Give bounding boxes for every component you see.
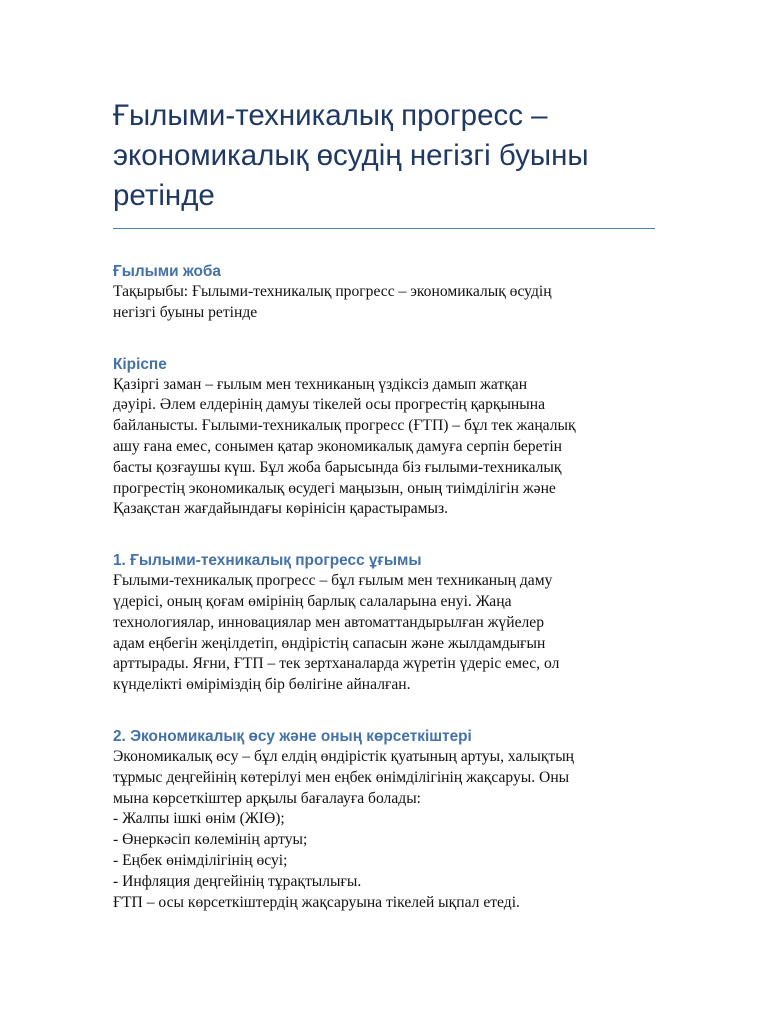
text-line: Қазіргі заман – ғылым мен техниканың үздіксіз дамып жатқан [113, 375, 528, 393]
text-line: ашу ғана емес, сонымен қатар экономикалық дамуға серпін беретін [113, 437, 563, 455]
section-heading: Кіріспе [113, 355, 167, 373]
text-line: прогрестің экономикалық өсудегі маңызын, оның тиімділігін және [113, 479, 556, 497]
list-item: - Еңбек өнімділігінің өсуі; [113, 851, 288, 869]
text-line: технологиялар, инновациялар мен автоматтандырылған жүйелер [113, 613, 544, 631]
list-item: - Өнеркәсіп көлемінің артуы; [113, 831, 308, 849]
list-item: - Жалпы ішкі өнім (ЖІӨ); [113, 810, 285, 828]
section-heading: 2. Экономикалық өсу және оның көрсеткіштері [113, 727, 472, 745]
title-line: Ғылыми-техникалық прогресс – [113, 99, 548, 132]
section-project [113, 261, 655, 324]
list-item: - Инфляция деңгейінің тұрақтылығы. [113, 872, 362, 890]
text-line: Қазақстан жағдайындағы көрінісін қарастырамыз. [113, 500, 449, 518]
text-line: ҒТП – осы көрсеткіштердің жақсаруына тікелей ықпал етеді. [113, 893, 520, 911]
text-line: мына көрсеткіштер арқылы бағалауға болады: [113, 789, 422, 807]
section-body [113, 747, 655, 913]
text-line: Тақырыбы: Ғылыми-техникалық прогресс – экономикалық өсудің [113, 283, 552, 300]
text-line: күнделікті өміріміздің бір бөлігіне айналған. [113, 676, 411, 694]
text-line: адам еңбегін жеңілдетіп, өндірістің сапасын және жылдамдығын [113, 634, 546, 652]
section-heading: Ғылыми жоба [113, 263, 221, 280]
document-title [113, 96, 655, 229]
section-body [113, 375, 655, 521]
section-economic-growth [113, 726, 655, 913]
section-heading: 1. Ғылыми-техникалық прогресс ұғымы [113, 552, 422, 570]
text-line: Экономикалық өсу – бұл елдің өндірістік қуатының артуы, халықтың [113, 747, 575, 765]
text-line: арттырады. Яғни, ҒТП – тек зертханаларда жүретін үдеріс емес, ол [113, 655, 560, 673]
title-line: ретінде [113, 179, 215, 212]
document-page [113, 96, 655, 913]
section-body [113, 282, 655, 324]
section-body [113, 571, 655, 696]
title-line: экономикалық өсудің негізгі буыны [113, 139, 589, 172]
text-line: байланысты. Ғылыми-техникалық прогресс (ҒТП) – бұл тек жаңалық [113, 417, 576, 435]
section-introduction [113, 354, 655, 521]
text-line: басты қозғаушы күш. Бұл жоба барысында біз ғылыми-техникалық [113, 458, 562, 476]
text-line: негізгі буыны ретінде [113, 303, 258, 321]
text-line: Ғылыми-техникалық прогресс – бұл ғылым мен техниканың даму [113, 572, 553, 590]
text-line: дәуірі. Әлем елдерінің дамуы тікелей осы прогрестің қарқынына [113, 396, 546, 414]
text-line: үдерісі, оның қоғам өмірінің барлық салаларына енуі. Жаңа [113, 592, 512, 610]
section-concept [113, 550, 655, 696]
text-line: тұрмыс деңгейінің көтерілуі мен еңбек өнімділігінің жақсаруы. Оны [113, 768, 570, 786]
